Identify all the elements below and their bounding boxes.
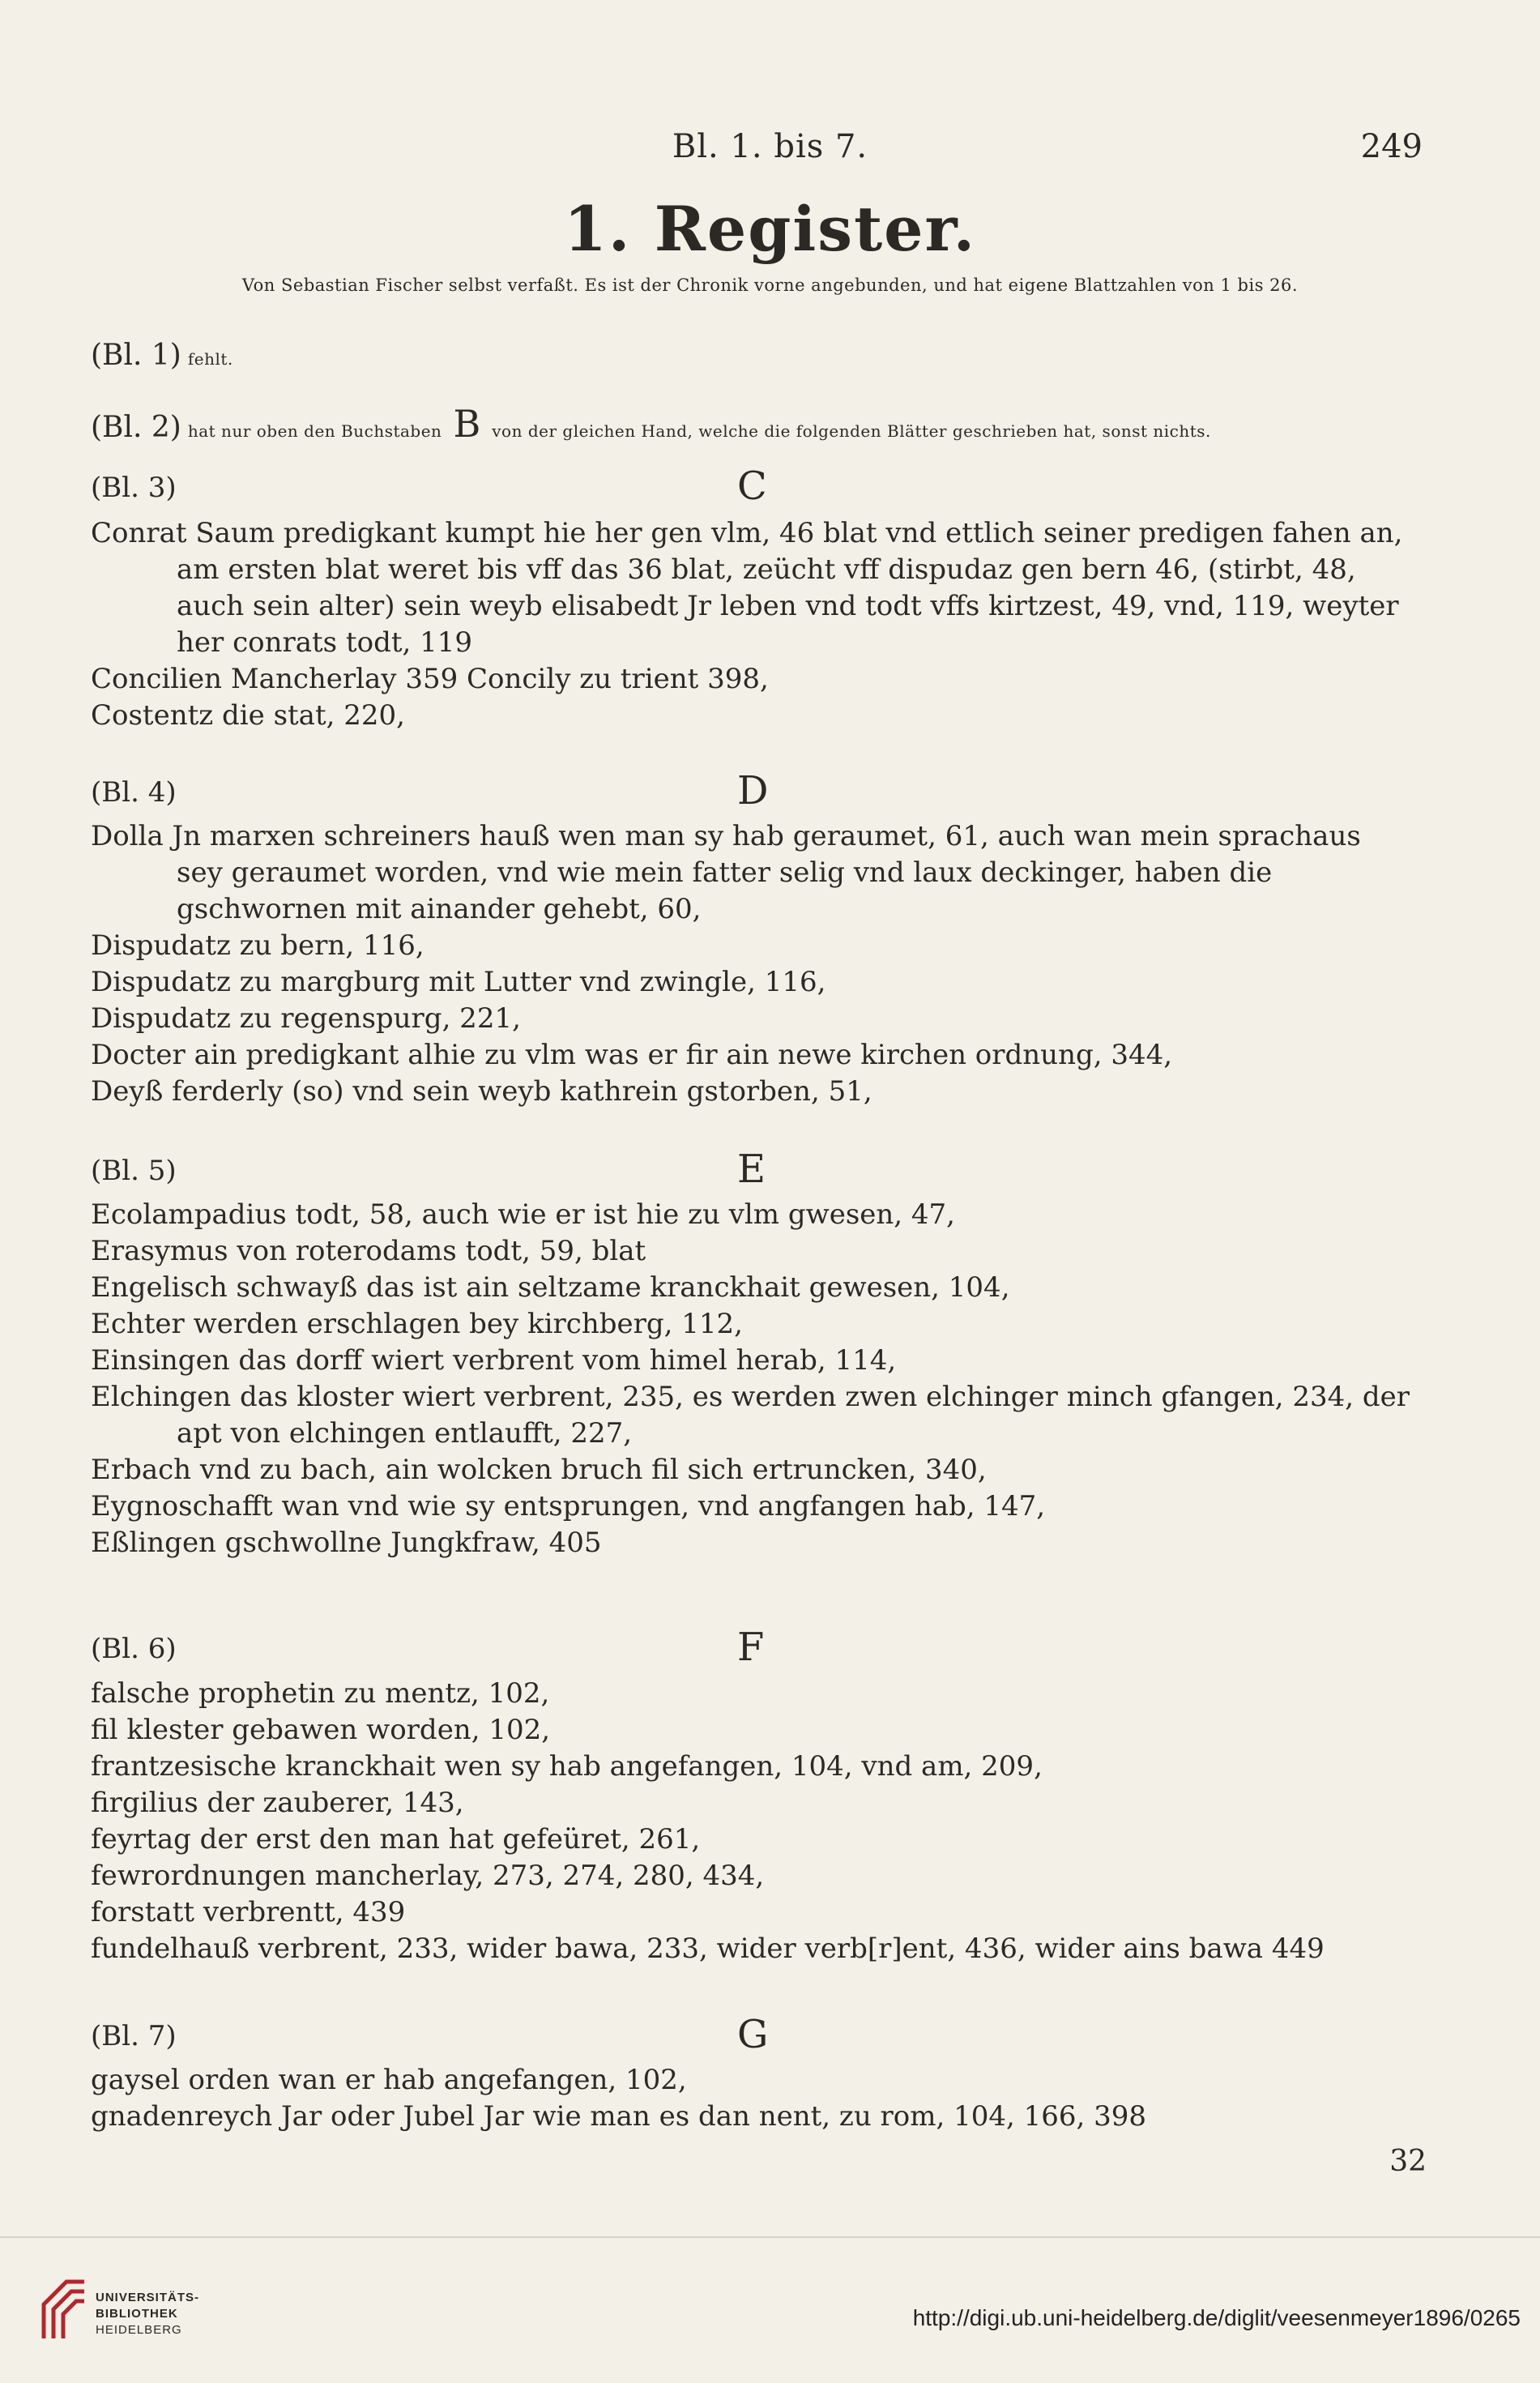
list-item: Conrat Saum predigkant kumpt hie her gen vlm, 46 blat vnd ettlich seiner predigen fahen an, am ersten blat weret bis vff das 36 blat, zeücht vff dispudaz gen bern 46, (stirbt, 48, auch sein alter) sein weyb elisabedt Jr leben vnd todt vffs kirtzest, 49, vnd, 119, weyter her conrats todt, 119	[91, 517, 1403, 659]
list-item: fil klester gebawen worden, 102,	[91, 1714, 551, 1746]
section-folio-e: (Bl. 5)	[91, 1155, 177, 1187]
list-item: Deyß ferderly (so) vnd sein weyb kathrein gstorben, 51,	[91, 1075, 872, 1108]
library-name	[96, 2290, 199, 2338]
list-item: Ecolampadius todt, 58, auch wie er ist hie zu vlm gwesen, 47,	[91, 1198, 955, 1231]
list-item: Engelisch schwayß das ist ain seltzame kranckhait gewesen, 104,	[91, 1271, 1010, 1304]
entry-list-c	[91, 515, 1411, 734]
section-folio-f: (Bl. 6)	[91, 1633, 177, 1665]
list-item: Echter werden erschlagen bey kirchberg, 112,	[91, 1308, 743, 1340]
list-item: Concilien Mancherlay 359 Concily zu trient 398,	[91, 663, 769, 695]
folio-note-after: von der gleichen Hand, welche die folgenden Blätter geschrieben hat, sonst nichts.	[492, 421, 1211, 441]
library-line: BIBLIOTHEK	[96, 2307, 178, 2321]
sheet-number: 32	[1389, 2145, 1427, 2178]
section-letter-e: E	[737, 1147, 766, 1192]
list-item: falsche prophetin zu mentz, 102,	[91, 1677, 550, 1710]
folio-note: fehlt.	[187, 349, 233, 369]
folio-bl-1	[91, 339, 233, 372]
list-item: fewrordnungen mancherlay, 273, 274, 280, 434,	[91, 1860, 765, 1892]
section-letter-f: F	[737, 1625, 765, 1670]
library-line: HEIDELBERG	[96, 2323, 182, 2337]
list-item: gnadenreych Jar oder Jubel Jar wie man es dan nent, zu rom, 104, 166, 398	[91, 2100, 1147, 2133]
page-number: 249	[1360, 128, 1423, 165]
list-item: Docter ain predigkant alhie zu vlm was er fir ain newe kirchen ordnung, 344,	[91, 1039, 1173, 1071]
section-folio-c: (Bl. 3)	[91, 472, 177, 504]
list-item: gaysel orden wan er hab angefangen, 102,	[91, 2064, 687, 2096]
list-item: Eßlingen gschwollne Jungkfraw, 405	[91, 1527, 602, 1559]
section-letter-c: C	[737, 463, 767, 509]
list-item: feyrtag der erst den man hat gefeüret, 261,	[91, 1823, 701, 1856]
list-item: firgilius der zauberer, 143,	[91, 1787, 464, 1819]
section-letter-g: G	[737, 2012, 769, 2057]
section-letter-d: D	[737, 768, 769, 814]
entry-list-g	[91, 2062, 1411, 2135]
list-item: Erasymus von roterodams todt, 59, blat	[91, 1235, 646, 1267]
page-title: 1. Register.	[563, 193, 977, 265]
list-item: Dolla Jn marxen schreiners hauß wen man sy hab geraumet, 61, auch wan mein sprachaus sey geraumet worden, vnd wie mein fatter selig vnd laux deckinger, haben die gschwornen mit ainander gehebt, 60,	[91, 820, 1361, 925]
list-item: Elchingen das kloster wiert verbrent, 235, es werden zwen elchinger minch gfangen, 234, der apt von elchingen entlaufft, 227,	[91, 1381, 1410, 1450]
list-item: Costentz die stat, 220,	[91, 699, 405, 732]
footer-divider	[0, 2236, 1540, 2238]
subtitle: Von Sebastian Fischer selbst verfaßt. Es ist der Chronik vorne angebunden, und hat eigene Blattzahlen von 1 bis 26.	[241, 275, 1299, 295]
list-item: Dispudatz zu regenspurg, 221,	[91, 1002, 521, 1035]
section-folio-d: (Bl. 4)	[91, 776, 177, 809]
entry-list-e	[91, 1197, 1411, 1561]
list-item: fundelhauß verbrent, 233, wider bawa, 233, wider verb[r]ent, 436, wider ains bawa 449	[91, 1932, 1325, 1965]
list-item: forstatt verbrentt, 439	[91, 1896, 406, 1928]
list-item: Eygnoschafft wan vnd wie sy entsprungen, vnd angfangen hab, 147,	[91, 1490, 1046, 1522]
list-item: Erbach vnd zu bach, ain wolcken bruch fil sich ertruncken, 340,	[91, 1454, 987, 1486]
list-item: Dispudatz zu bern, 116,	[91, 929, 424, 962]
folio-ref: (Bl. 1)	[91, 339, 181, 372]
list-item: Dispudatz zu margburg mit Lutter vnd zwingle, 116,	[91, 966, 826, 998]
library-line: UNIVERSITÄTS-	[96, 2291, 200, 2304]
entry-list-f	[91, 1676, 1411, 1967]
running-head: Bl. 1. bis 7.	[672, 128, 868, 165]
entry-list-d	[91, 818, 1411, 1110]
section-folio-g: (Bl. 7)	[91, 2020, 177, 2052]
permalink-url[interactable]: http://digi.ub.uni-heidelberg.de/diglit/veesenmeyer1896/0265	[912, 2305, 1521, 2330]
folio-note: hat nur oben den Buchstaben	[187, 421, 442, 441]
folio-letter: B	[453, 402, 481, 446]
list-item: frantzesische kranckhait wen sy hab angefangen, 104, vnd am, 209,	[91, 1750, 1043, 1783]
library-logo-icon	[36, 2275, 91, 2343]
folio-bl-2	[91, 402, 1211, 446]
list-item: Einsingen das dorff wiert verbrent vom himel herab, 114,	[91, 1344, 897, 1377]
folio-ref: (Bl. 2)	[91, 411, 181, 444]
